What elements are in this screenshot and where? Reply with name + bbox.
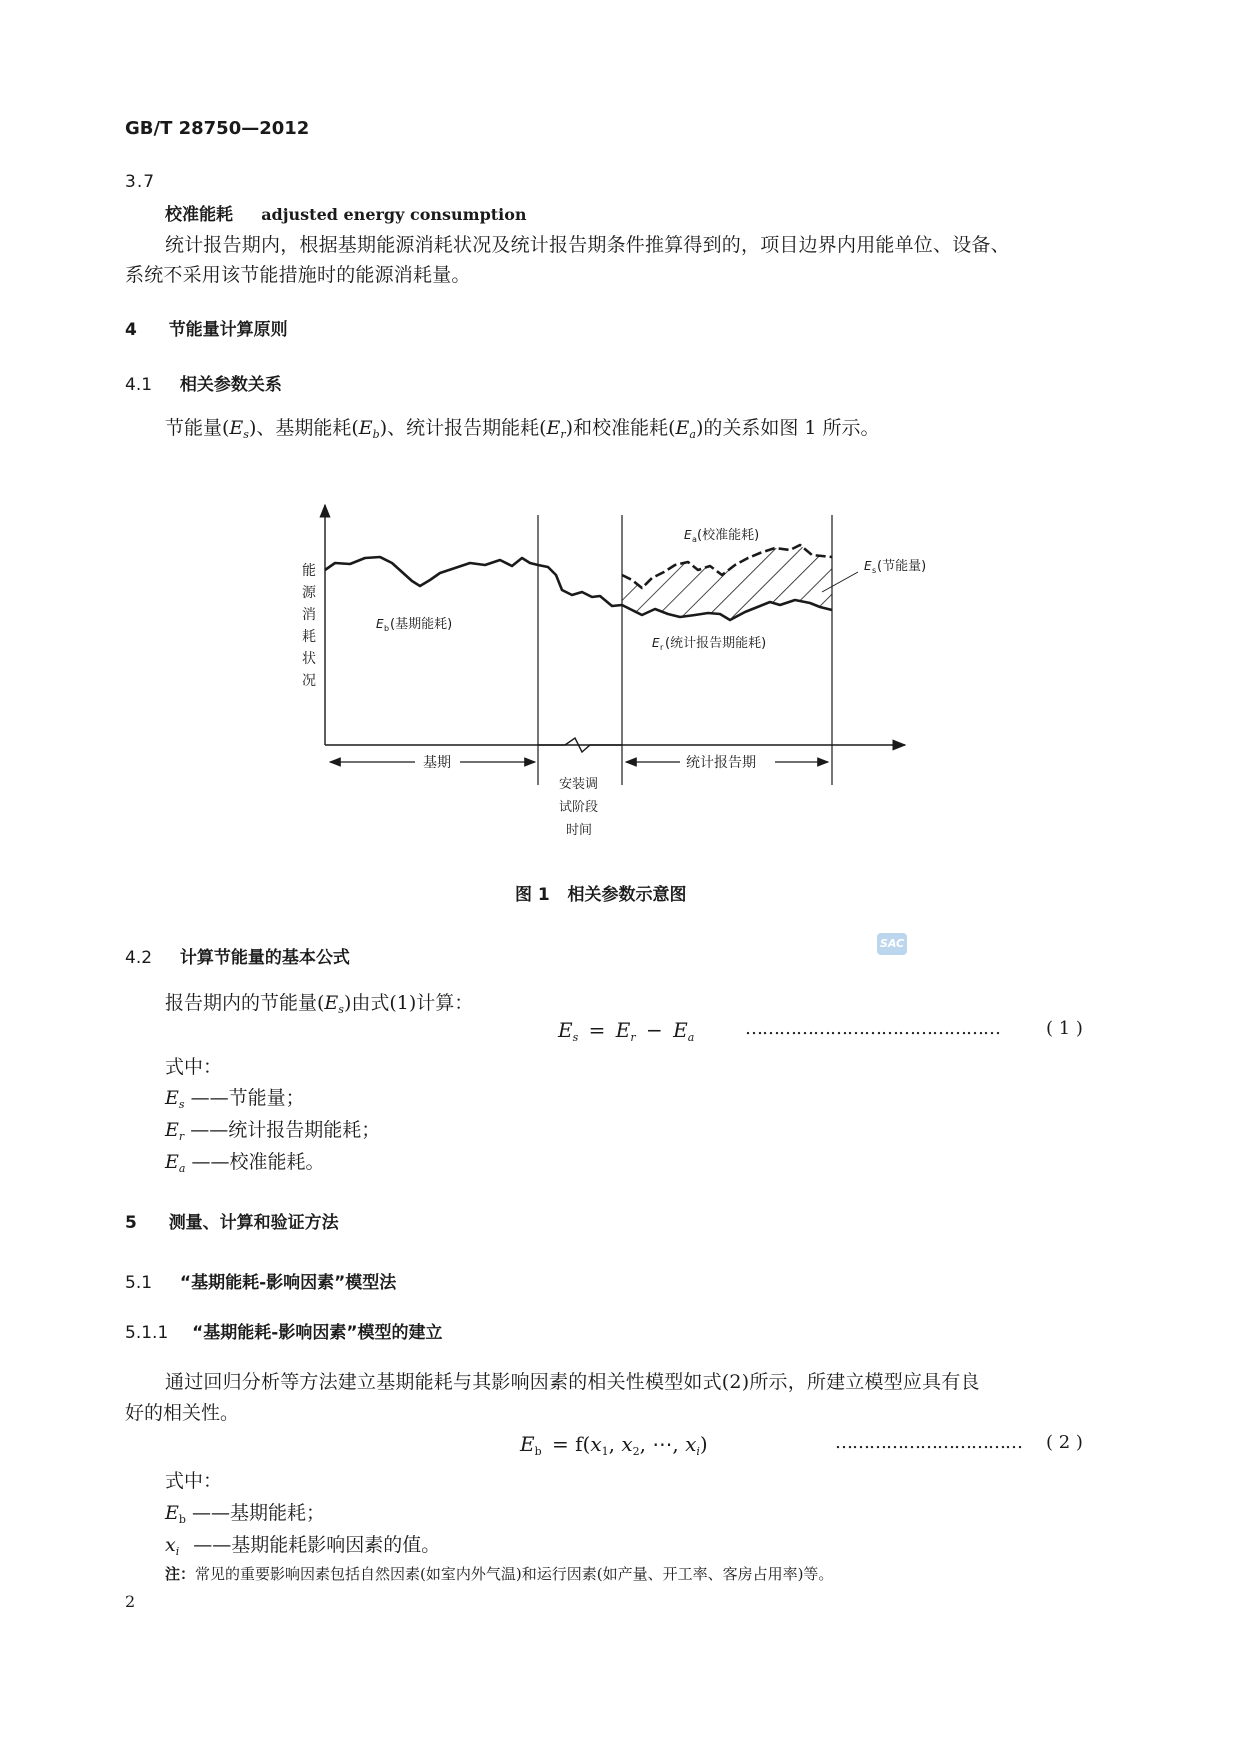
function-f: = f( bbox=[552, 1432, 591, 1456]
ylabel-char-5: 状 bbox=[302, 651, 316, 667]
symbol-e: E bbox=[558, 1018, 573, 1042]
section-5-title: 测量、计算和验证方法 bbox=[168, 1213, 339, 1233]
equals-sign: = bbox=[588, 1018, 606, 1042]
section-4-2-title: 计算节能量的基本公式 bbox=[179, 948, 350, 968]
text-fragment: )和校准能耗( bbox=[565, 417, 676, 439]
subscript: r bbox=[630, 1031, 636, 1044]
sac-watermark: SAC bbox=[877, 933, 907, 955]
symbol-e: E bbox=[520, 1432, 535, 1456]
label-ea-symbol: E bbox=[684, 528, 692, 542]
label-es-symbol: E bbox=[864, 559, 872, 573]
label-install-line1: 安装调 bbox=[559, 777, 599, 792]
symbol-e: E bbox=[165, 1119, 179, 1141]
def-ea bbox=[165, 1147, 325, 1175]
equation-1-leader-dots: ……………………………………… bbox=[745, 1018, 1000, 1039]
subscript: b bbox=[534, 1445, 542, 1458]
text-fragment: )由式(1)计算： bbox=[343, 992, 474, 1014]
section-4-number: 4 bbox=[125, 320, 137, 340]
section-5-1-1-paragraph-line1: 通过回归分析等方法建立基期能耗与其影响因素的相关性模型如式(2)所示，所建立模型应具有良 bbox=[165, 1371, 980, 1393]
symbol-x: x bbox=[685, 1432, 697, 1456]
label-report-period: 统计报告期 bbox=[686, 755, 756, 771]
subscript: i bbox=[696, 1445, 700, 1458]
symbol-e: E bbox=[358, 417, 373, 439]
equation-1-number: ( 1 ) bbox=[1046, 1018, 1083, 1039]
equation-2-number: ( 2 ) bbox=[1046, 1432, 1083, 1453]
subscript: a bbox=[689, 428, 696, 441]
note bbox=[165, 1563, 833, 1584]
subscript: r bbox=[560, 428, 566, 441]
def-es bbox=[165, 1083, 305, 1111]
note-text: 常见的重要影响因素包括自然因素(如室内外气温)和运行因素(如产量、开工率、客房占用率)等。 bbox=[195, 1565, 834, 1583]
comma: , bbox=[608, 1432, 615, 1456]
subscript: s bbox=[338, 1003, 344, 1016]
label-ea-text: (校准能耗) bbox=[697, 528, 760, 543]
symbol-e: E bbox=[546, 417, 561, 439]
symbol-e: E bbox=[165, 1151, 179, 1173]
section-5-heading bbox=[125, 1208, 339, 1233]
label-eb-sub: b bbox=[384, 624, 390, 633]
section-4-2-intro bbox=[165, 988, 473, 1016]
section-4-2-heading bbox=[125, 943, 350, 968]
subscript: 1 bbox=[601, 1445, 609, 1458]
symbol-x: x bbox=[165, 1534, 176, 1556]
subscript: r bbox=[178, 1130, 185, 1143]
subscript: s bbox=[572, 1031, 579, 1044]
symbol-e: E bbox=[324, 992, 339, 1014]
label-time: 时间 bbox=[566, 823, 593, 838]
figure-1-caption: 图 1 相关参数示意图 bbox=[515, 885, 687, 905]
section-5-1-1-number: 5.1.1 bbox=[125, 1323, 169, 1343]
definition-text: ——统计报告期能耗； bbox=[190, 1119, 381, 1141]
definition-text: ——基期能耗影响因素的值。 bbox=[193, 1534, 441, 1556]
symbol-e: E bbox=[675, 417, 690, 439]
symbol-e: E bbox=[165, 1087, 179, 1109]
section-5-1-1-paragraph-line2: 好的相关性。 bbox=[125, 1402, 240, 1424]
equation-2 bbox=[520, 1432, 708, 1458]
label-eb-symbol: E bbox=[376, 617, 384, 631]
subscript: i bbox=[175, 1545, 180, 1558]
subscript: s bbox=[178, 1098, 185, 1111]
page-number: 2 bbox=[125, 1592, 136, 1611]
label-ea-sub: a bbox=[692, 535, 697, 544]
close-paren: ) bbox=[699, 1432, 708, 1456]
equation-2-where: 式中： bbox=[165, 1470, 223, 1492]
section-4-title: 节能量计算原则 bbox=[168, 320, 288, 340]
symbol-e: E bbox=[673, 1018, 688, 1042]
ylabel-char-1: 能 bbox=[302, 563, 316, 579]
text-fragment: )、基期能耗( bbox=[248, 417, 359, 439]
label-er-sub: r bbox=[660, 643, 664, 652]
equation-1 bbox=[558, 1018, 694, 1044]
section-5-1-heading bbox=[125, 1268, 396, 1293]
subscript: b bbox=[178, 1513, 186, 1526]
standard-number: GB/T 28750—2012 bbox=[125, 118, 310, 139]
section-5-number: 5 bbox=[125, 1213, 137, 1233]
term-zh: 校准能耗 bbox=[165, 205, 233, 225]
definition-text: ——节能量； bbox=[190, 1087, 305, 1109]
comma: , bbox=[672, 1432, 679, 1456]
ylabel-char-4: 耗 bbox=[302, 629, 316, 645]
text-fragment: )、统计报告期能耗( bbox=[379, 417, 547, 439]
section-4-2-number: 4.2 bbox=[125, 948, 153, 968]
subscript: 2 bbox=[632, 1445, 640, 1458]
symbol-x: x bbox=[621, 1432, 633, 1456]
definition-text: ——基期能耗； bbox=[191, 1502, 325, 1524]
section-5-1-1-title: “基期能耗-影响因素”模型的建立 bbox=[192, 1323, 443, 1343]
equation-1-where: 式中： bbox=[165, 1056, 223, 1078]
clause-3-7-definition-line1: 统计报告期内，根据基期能源消耗状况及统计报告期条件推算得到的，项目边界内用能单位、设备、 bbox=[165, 234, 1010, 256]
label-er-text: (统计报告期能耗) bbox=[665, 636, 767, 651]
equation-2-leader-dots: …………………………… bbox=[835, 1432, 1022, 1453]
minus-sign: − bbox=[645, 1018, 663, 1042]
def-eb bbox=[165, 1498, 325, 1526]
subscript: b bbox=[372, 428, 380, 441]
label-es-text: (节能量) bbox=[877, 559, 927, 574]
def-er bbox=[165, 1115, 380, 1143]
symbol-e: E bbox=[229, 417, 244, 439]
symbol-e: E bbox=[165, 1502, 179, 1524]
label-install-line2: 试阶段 bbox=[559, 800, 599, 815]
text-fragment: 报告期内的节能量( bbox=[165, 992, 325, 1014]
symbol-e: E bbox=[615, 1018, 631, 1042]
text-fragment: )的关系如图 1 所示。 bbox=[695, 417, 880, 439]
ylabel-char-6: 况 bbox=[302, 673, 316, 689]
term-en: adjusted energy consumption bbox=[261, 205, 527, 224]
subscript: a bbox=[687, 1031, 695, 1044]
label-base-period: 基期 bbox=[423, 755, 451, 771]
ylabel-char-2: 源 bbox=[302, 585, 316, 601]
subscript: s bbox=[243, 428, 249, 441]
section-4-1-number: 4.1 bbox=[125, 375, 153, 395]
label-es-sub: s bbox=[872, 566, 877, 575]
clause-3-7-definition-line2: 系统不采用该节能措施时的能源消耗量。 bbox=[125, 264, 471, 286]
definition-text: ——校准能耗。 bbox=[191, 1151, 325, 1173]
label-eb-text: (基期能耗) bbox=[390, 617, 453, 632]
comma: , bbox=[639, 1432, 646, 1456]
section-5-1-1-heading bbox=[125, 1318, 443, 1343]
subscript: a bbox=[178, 1162, 186, 1175]
section-5-1-number: 5.1 bbox=[125, 1273, 153, 1293]
section-4-1-title: 相关参数关系 bbox=[179, 375, 282, 395]
def-xi bbox=[165, 1530, 440, 1558]
label-er-symbol: E bbox=[652, 636, 660, 650]
text-fragment: 节能量( bbox=[165, 417, 230, 439]
ellipsis: ⋯ bbox=[652, 1432, 673, 1456]
ylabel-char-3: 消 bbox=[302, 607, 316, 623]
note-label: 注： bbox=[165, 1565, 196, 1583]
clause-3-7-number: 3.7 bbox=[125, 172, 156, 192]
section-5-1-title: “基期能耗-影响因素”模型法 bbox=[179, 1273, 397, 1293]
symbol-x: x bbox=[590, 1432, 602, 1456]
